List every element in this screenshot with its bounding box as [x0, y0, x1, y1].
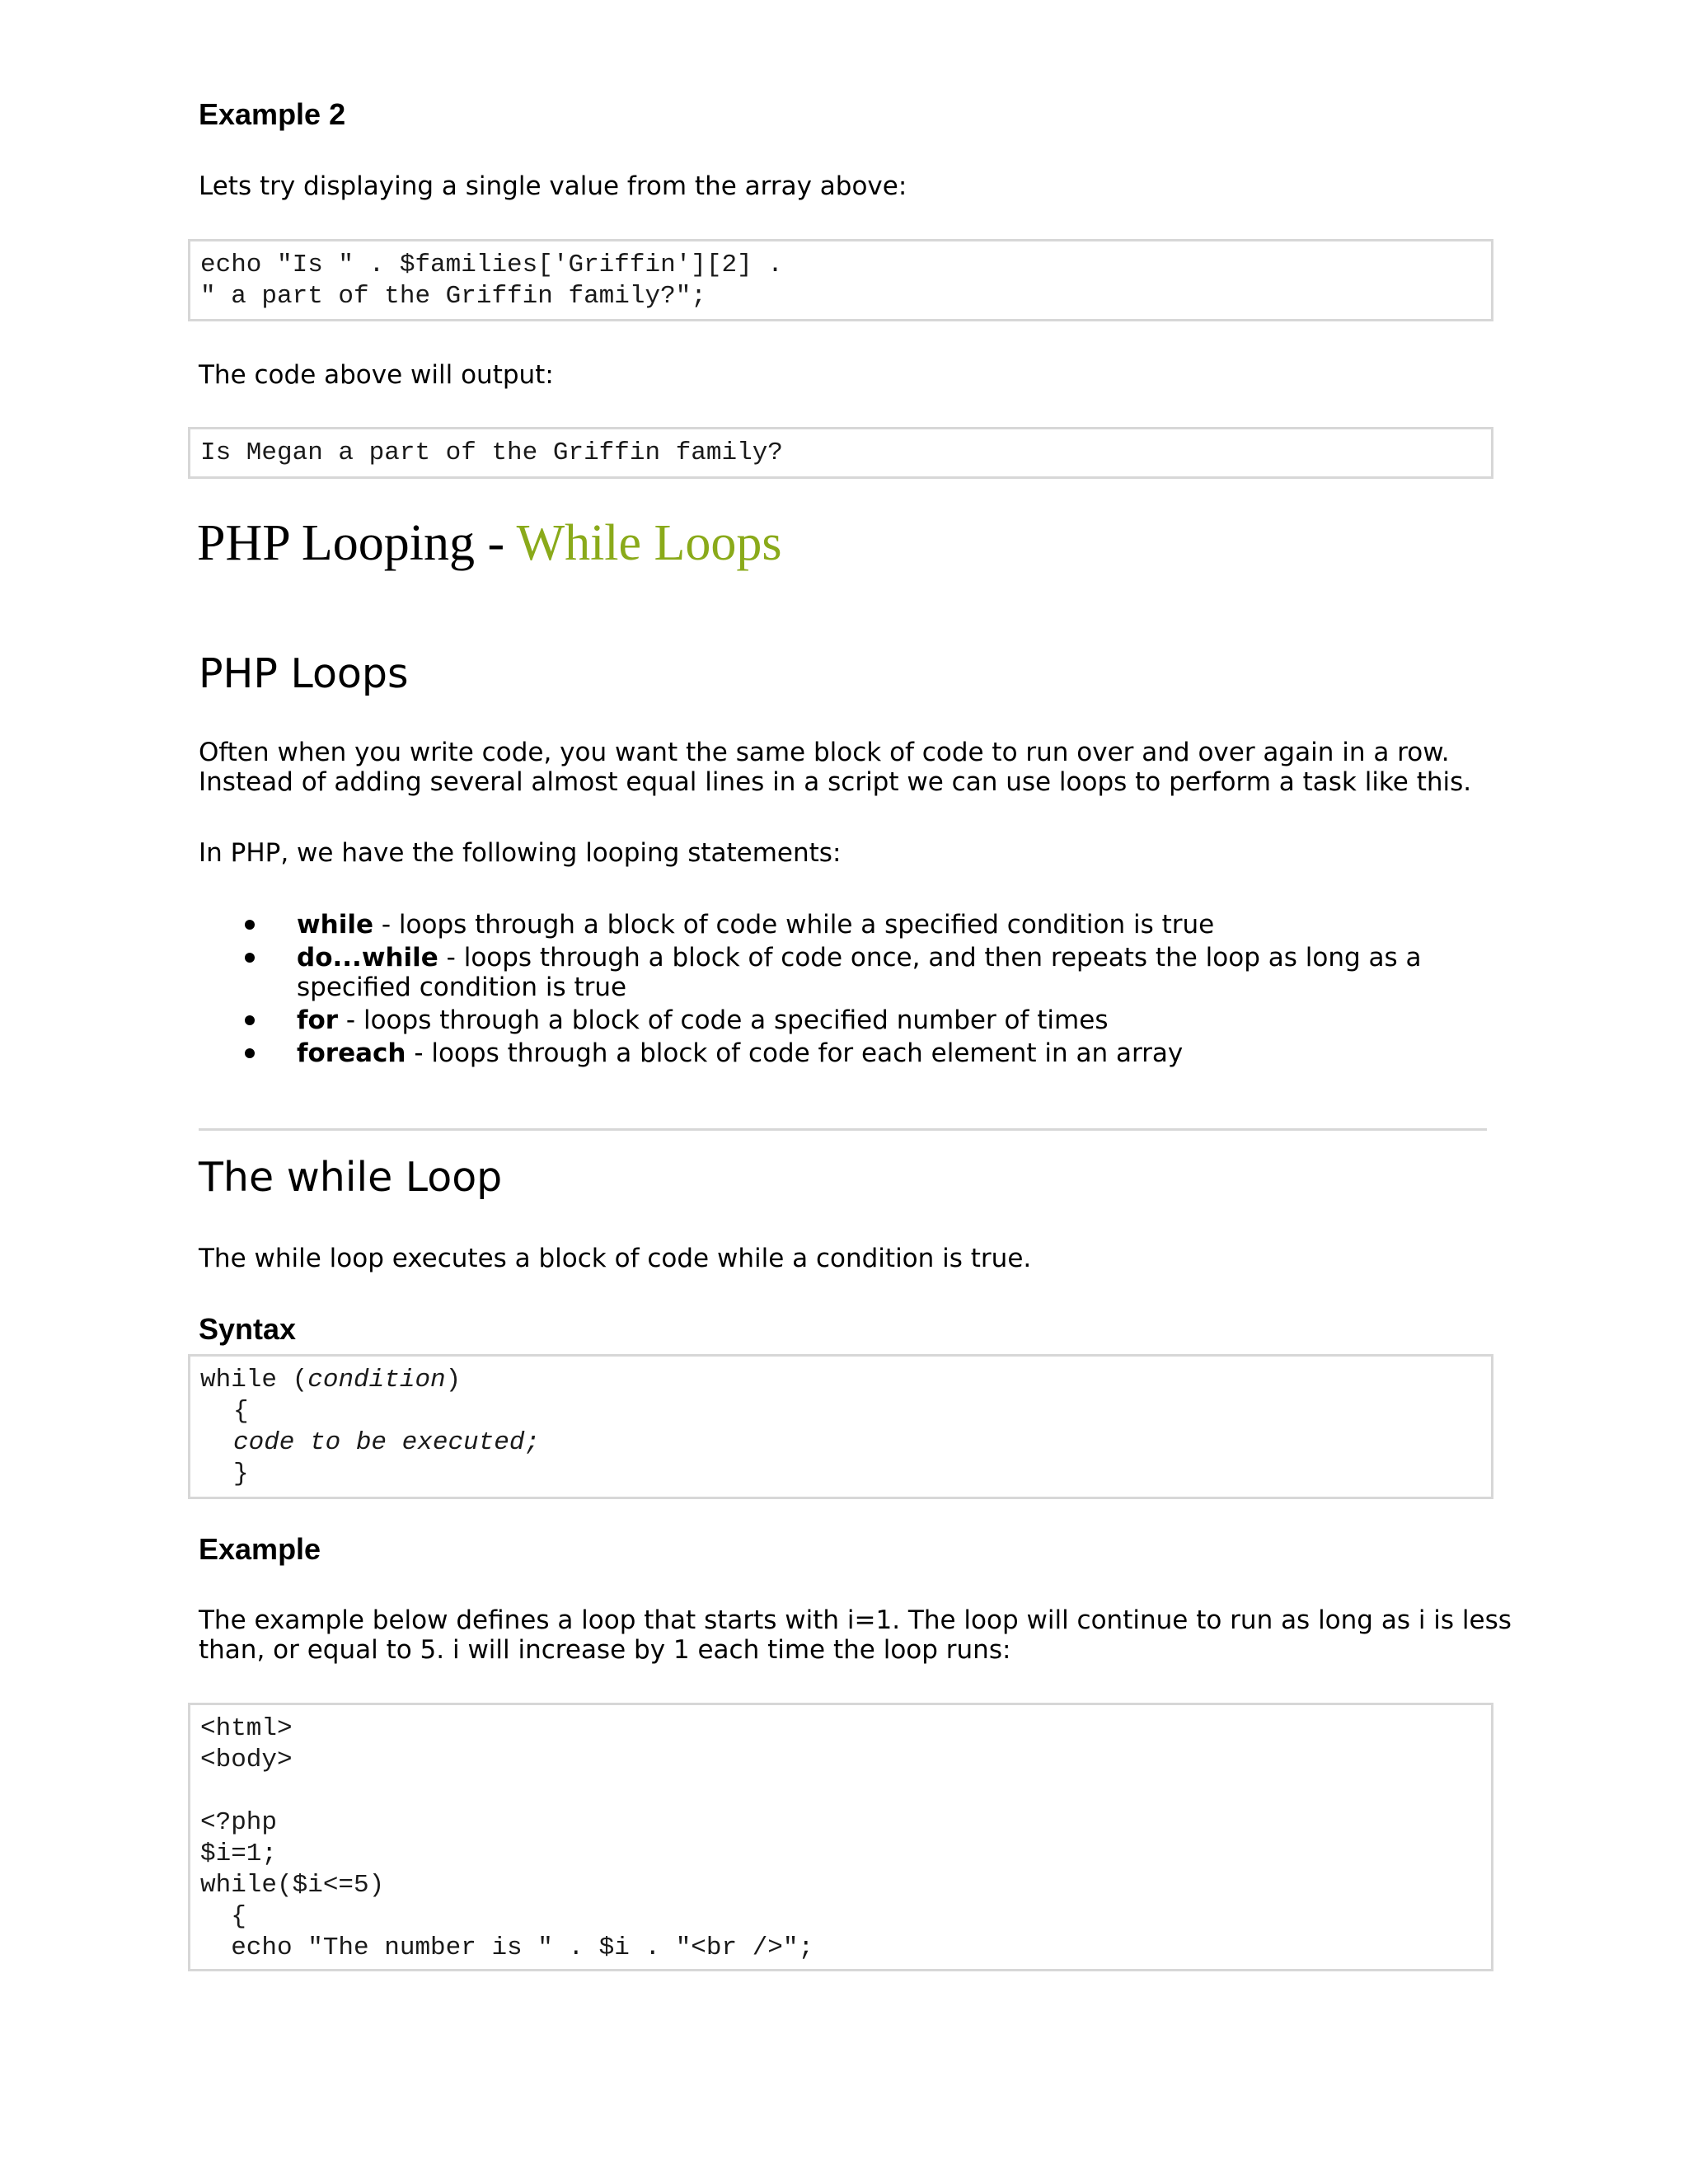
code-line: echo "Is " . $families['Griffin'][2] .: [200, 251, 783, 279]
output-intro: The code above will output:: [199, 360, 554, 390]
list-item-keyword: do...while: [297, 943, 438, 972]
syntax-code-box: [188, 1354, 1493, 1499]
syntax-open-brace: {: [233, 1397, 249, 1426]
php-loops-heading: PHP Loops: [199, 650, 409, 697]
list-item-text: - loops through a block of code a specified number of times: [338, 1005, 1109, 1035]
example-para-line-1: The example below defines a loop that starts with i=1. The loop will continue to run as long as i is less: [199, 1605, 1512, 1635]
list-item-text: - loops through a block of code for each element in an array: [406, 1038, 1184, 1068]
loops-list-intro: In PHP, we have the following looping statements:: [199, 838, 842, 868]
syntax-body: code to be executed;: [233, 1428, 541, 1457]
while-loop-heading: The while Loop: [199, 1154, 503, 1201]
output-line: Is Megan a part of the Griffin family?: [200, 438, 783, 467]
example-heading: Example: [199, 1532, 321, 1566]
code-line: $i=1;: [200, 1840, 278, 1868]
example-code-box: [188, 1703, 1493, 1971]
code-line: <html>: [200, 1714, 293, 1743]
list-item-keyword: while: [297, 910, 373, 940]
list-item-keyword: for: [297, 1005, 339, 1035]
list-item-text: - loops through a block of code once, and then repeats the loop as long as a: [438, 943, 1422, 972]
example-para-line-2: than, or equal to 5. i will increase by 1 each time the loop runs:: [199, 1635, 1011, 1665]
syntax-heading: Syntax: [199, 1312, 297, 1346]
code-line: echo "The number is " . $i . "<br />";: [200, 1933, 814, 1962]
section-divider: [199, 1128, 1487, 1131]
title-accent: While Loops: [516, 515, 782, 571]
example-2-intro: Lets try displaying a single value from the array above:: [199, 171, 907, 201]
bullet-icon: [245, 920, 255, 930]
code-line: " a part of the Griffin family?";: [200, 282, 706, 311]
example-2-code-box: [188, 239, 1493, 321]
list-item-text: - loops through a block of code while a specified condition is true: [373, 910, 1215, 940]
syntax-condition: condition: [307, 1366, 446, 1394]
example-2-heading: Example 2: [199, 97, 346, 131]
list-item-keyword: foreach: [297, 1038, 406, 1068]
while-loop-para: The while loop executes a block of code while a condition is true.: [199, 1244, 1032, 1273]
bullet-icon: [245, 953, 255, 963]
code-line: <body>: [200, 1746, 293, 1774]
output-box: [188, 427, 1493, 479]
code-line: <?php: [200, 1808, 278, 1837]
code-line: while($i<=5): [200, 1871, 385, 1900]
page-title: [197, 515, 782, 571]
syntax-line-while: while (condition): [200, 1366, 462, 1394]
loops-para-line-1: Often when you write code, you want the same block of code to run over and over again in a row.: [199, 738, 1450, 767]
bullet-icon: [245, 1015, 255, 1025]
syntax-close-brace: }: [233, 1460, 249, 1488]
code-line: {: [200, 1902, 246, 1931]
loops-para-line-2: Instead of adding several almost equal lines in a script we can use loops to perform a task like this.: [199, 767, 1472, 797]
list-item-continuation: specified condition is true: [297, 972, 627, 1002]
title-prefix: PHP Looping -: [197, 515, 517, 571]
bullet-icon: [245, 1048, 255, 1058]
